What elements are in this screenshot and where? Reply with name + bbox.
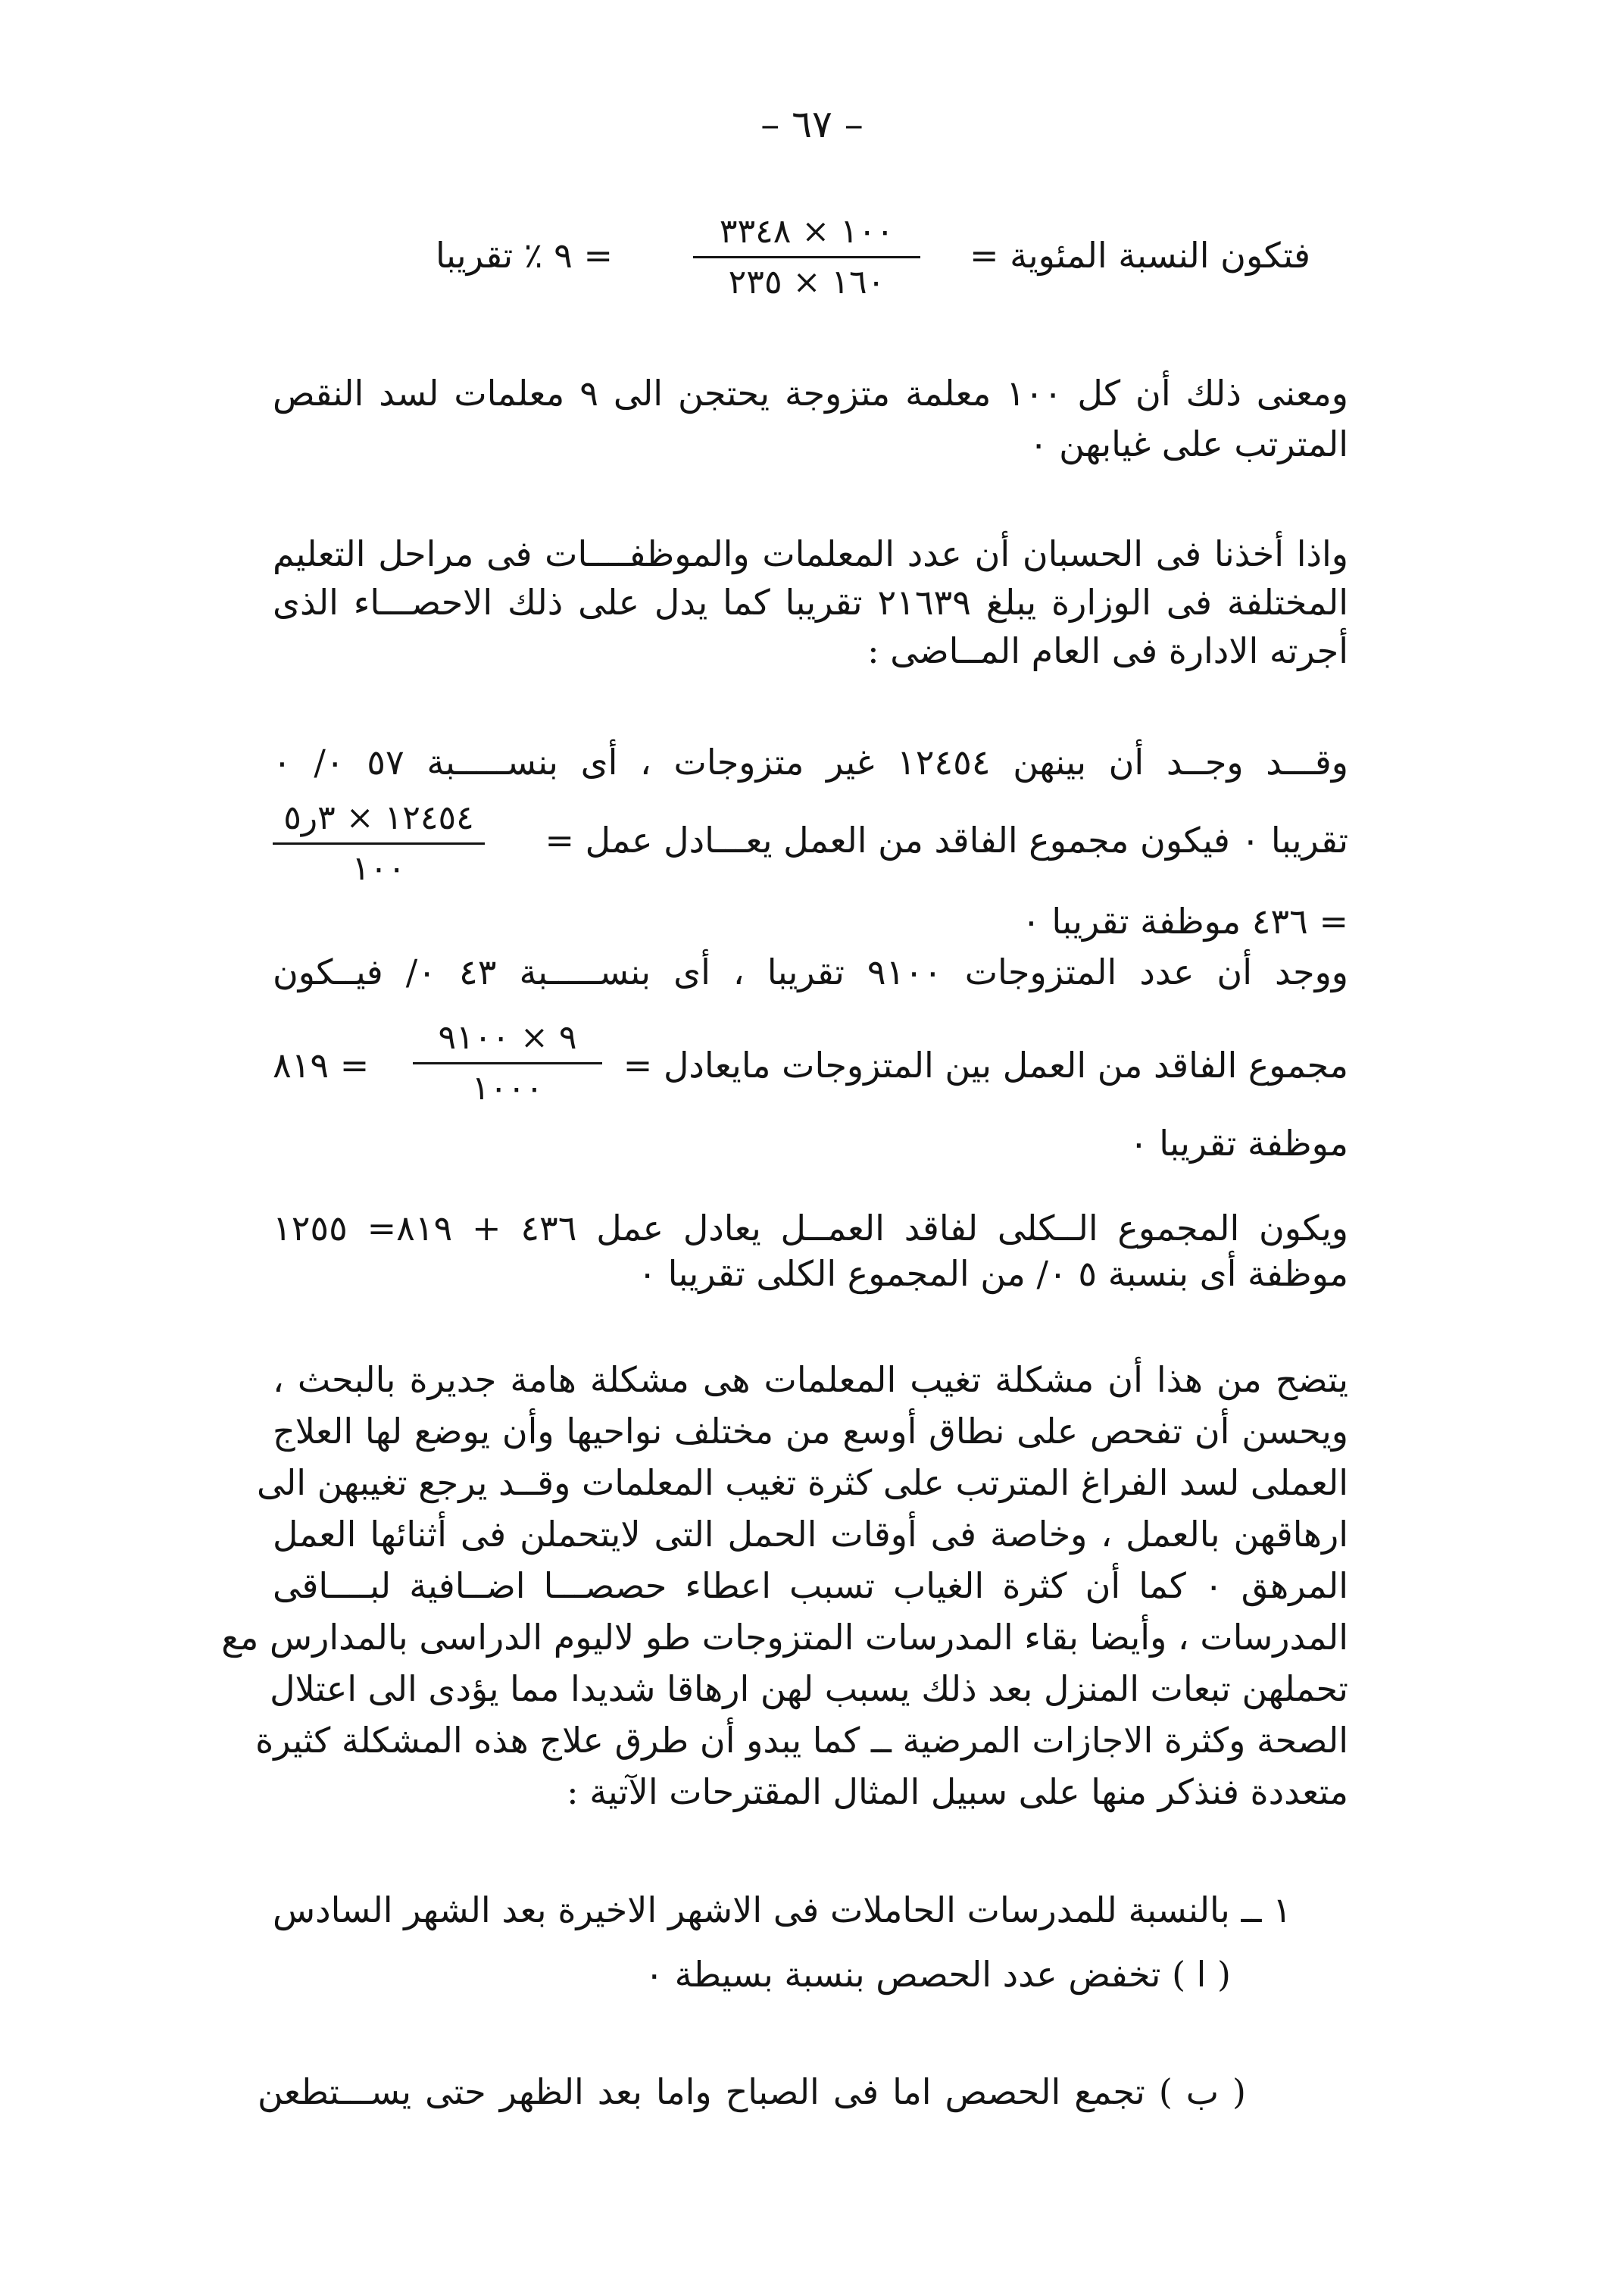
para5-line: ويحسن أن تفحص على نطاق أوسع من مختلف نواحيها وأن يوضع لها العلاج bbox=[273, 1411, 1348, 1452]
para5-line: المرهق ٠ كما أن كثرة الغياب تسبب اعطاء حصصـــا اضــافية لبــــاقى bbox=[273, 1565, 1348, 1606]
para3-line2: تقريبا ٠ فيكون مجموع الفاقد من العمل يعـــادل عمل = bbox=[545, 820, 1348, 861]
para5-line: ارهاقهن بالعمل ، وخاصة فى أوقات الحمل التى لايتحملن فى أثنائها العمل bbox=[273, 1514, 1348, 1555]
para3-line4: ووجد أن عدد المتزوجات ٩١٠٠ تقريبا ، أى بنســـــبة ٤٣ ٠/ فيــكون bbox=[273, 952, 1348, 992]
para5-line: العملى لسد الفراغ المترتب على كثرة تغيب المعلمات وقــد يرجع تغيبهن الى bbox=[256, 1462, 1348, 1503]
list-item-1: ١ ــ بالنسبة للمدرسات الحاملات فى الاشهر الاخيرة بعد الشهر السادس bbox=[273, 1889, 1291, 1930]
fraction-bar bbox=[413, 1062, 602, 1064]
para5-line: المدرسات ، وأيضا بقاء المدرسات المتزوجات طو لاليوم الدراسى بالمدارس مع bbox=[221, 1617, 1348, 1658]
page-number: – ٦٧ – bbox=[760, 102, 864, 146]
para5-line: متعددة فنذكر منها على سبيل المثال المقترحات الآتية : bbox=[567, 1771, 1348, 1812]
para3-fraction bbox=[273, 797, 485, 890]
fraction-bar bbox=[273, 842, 485, 845]
formula1-numerator: ١٠٠ × ٣٣٤٨ bbox=[719, 212, 895, 251]
formula1-label: فتكون النسبة المئوية = bbox=[970, 235, 1310, 276]
para3-line5: مجموع الفاقد من العمل بين المتزوجات مايعادل = bbox=[623, 1045, 1348, 1086]
para1-line: المترتب على غيابهن ٠ bbox=[1029, 424, 1348, 464]
para3-fraction2-denominator: ١٠٠٠ bbox=[471, 1069, 544, 1108]
list-item-1a: ( ا ) تخفض عدد الحصص بنسبة بسيطة ٠ bbox=[645, 1954, 1231, 1995]
para5-line: الصحة وكثرة الاجازات المرضية ــ كما يبدو أن طرق علاج هذه المشكلة كثيرة bbox=[255, 1720, 1348, 1761]
formula1-fraction bbox=[693, 211, 920, 304]
para2-line: أجرته الادارة فى العام المــاضى : bbox=[867, 630, 1348, 671]
para3-fraction-numerator: ١٢٤٥٤ × ٣ر٥ bbox=[283, 799, 474, 837]
para3-line3: = ٤٣٦ موظفة تقريبا ٠ bbox=[1022, 901, 1348, 942]
para3-line5-result: = ٨١٩ bbox=[273, 1045, 370, 1086]
formula1-denominator: ١٦٠ × ٢٣٥ bbox=[728, 263, 885, 302]
para4-line: موظفة أى بنسبة ٥ ٠/ من المجموع الكلى تقريبا ٠ bbox=[638, 1253, 1348, 1294]
para3-fraction-denominator: ١٠٠ bbox=[351, 849, 406, 888]
para3-fraction2-numerator: ٩ × ٩١٠٠ bbox=[438, 1018, 577, 1057]
para2-line: المختلفة فى الوزارة يبلغ ٢١٦٣٩ تقريبا كما يدل على ذلك الاحصـــاء الذى bbox=[273, 582, 1348, 623]
para3-fraction2 bbox=[413, 1017, 602, 1110]
formula1-result: = ٩ ٪ تقريبا bbox=[436, 235, 613, 276]
para5-line: تحملهن تبعات المنزل بعد ذلك يسبب لهن ارهاقا شديدا مما يؤدى الى اعتلال bbox=[270, 1668, 1348, 1709]
para5-line: يتضح من هذا أن مشكلة تغيب المعلمات هى مشكلة هامة جديرة بالبحث ، bbox=[273, 1359, 1348, 1400]
fraction-bar bbox=[693, 256, 920, 258]
para2-line: واذا أخذنا فى الحسبان أن عدد المعلمات والموظفــــات فى مراحل التعليم bbox=[273, 533, 1348, 574]
para3-line: وقـــد وجــد أن بينهن ١٢٤٥٤ غير متزوجات ، أى بنســـــبة ٥٧ ٠/ ٠ bbox=[273, 742, 1349, 783]
para1-line: ومعنى ذلك أن كل ١٠٠ معلمة متزوجة يحتجن الى ٩ معلمات لسد النقص bbox=[273, 373, 1348, 414]
list-item-1b: ( ب ) تجمع الحصص اما فى الصباح واما بعد الظهر حتى يســـتطعن bbox=[258, 2071, 1246, 2112]
para3-line6: موظفة تقريبا ٠ bbox=[1129, 1123, 1348, 1164]
para4-line: ويكون المجموع الــكلى لفاقد العمــل يعادل عمل ٤٣٦ + ٨١٩= ١٢٥٥ bbox=[273, 1208, 1348, 1249]
